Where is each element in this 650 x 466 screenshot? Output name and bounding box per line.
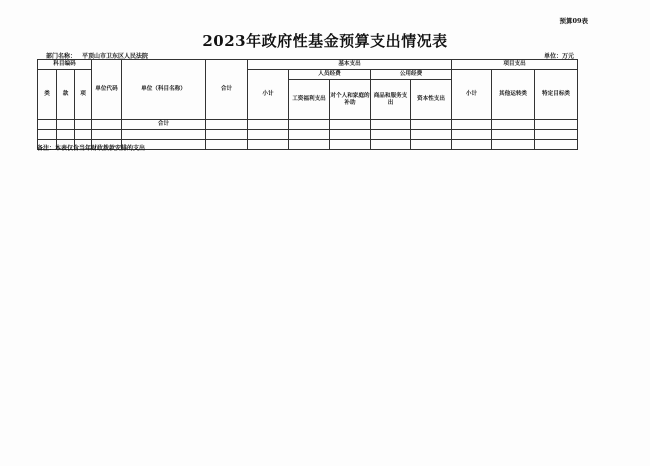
department-label: 部门名称： xyxy=(46,53,77,60)
table-cell xyxy=(411,130,452,140)
table-cell xyxy=(452,120,492,130)
table-cell xyxy=(206,140,248,150)
header-goods-services: 商品和服务支出 xyxy=(371,80,411,120)
table-cell xyxy=(248,130,289,140)
header-public: 公用经费 xyxy=(371,70,452,80)
table-cell xyxy=(38,130,57,140)
header-project-subtotal: 小计 xyxy=(452,70,492,120)
table-cell xyxy=(330,120,371,130)
table-cell xyxy=(371,130,411,140)
table-cell xyxy=(330,130,371,140)
form-number: 预算09表 xyxy=(559,17,588,25)
table-cell xyxy=(289,120,330,130)
footnote: 备注：本表仅含当年财政拨款安排的支出 xyxy=(37,145,146,152)
table-cell xyxy=(75,130,92,140)
table-cell xyxy=(411,120,452,130)
header-personnel: 人员经费 xyxy=(289,70,371,80)
header-specific-target: 特定目标类 xyxy=(535,70,578,120)
table-cell xyxy=(411,140,452,150)
table-cell xyxy=(289,130,330,140)
table-cell xyxy=(452,140,492,150)
table-cell xyxy=(57,130,75,140)
table-cell xyxy=(330,140,371,150)
table-cell xyxy=(535,120,578,130)
table-cell xyxy=(535,140,578,150)
table-cell xyxy=(492,120,535,130)
header-kuan: 款 xyxy=(57,70,75,120)
table-cell xyxy=(492,130,535,140)
table-cell xyxy=(371,140,411,150)
header-total: 合计 xyxy=(206,60,248,120)
total-row-label: 合计 xyxy=(122,120,206,130)
header-basic-expenditure: 基本支出 xyxy=(248,60,452,70)
table-cell xyxy=(122,130,206,140)
header-unit-code: 单位代码 xyxy=(92,60,122,120)
table-cell xyxy=(92,120,122,130)
header-unit-name: 单位（科目名称） xyxy=(122,60,206,120)
table-row xyxy=(38,130,578,140)
table-cell xyxy=(206,120,248,130)
table-cell xyxy=(248,120,289,130)
header-lei: 类 xyxy=(38,70,57,120)
header-wages: 工资福利支出 xyxy=(289,80,330,120)
unit-label: 单位：万元 xyxy=(543,53,574,60)
table-cell xyxy=(492,140,535,150)
header-other-transfer: 其他运转类 xyxy=(492,70,535,120)
table-cell xyxy=(92,130,122,140)
table-cell xyxy=(535,130,578,140)
table-row-total xyxy=(38,120,578,130)
header-subject-code: 科目编码 xyxy=(38,60,92,70)
table-cell xyxy=(38,120,57,130)
header-xiang: 项 xyxy=(75,70,92,120)
header-capital: 资本性支出 xyxy=(411,80,452,120)
header-basic-subtotal: 小计 xyxy=(248,70,289,120)
table-cell xyxy=(206,130,248,140)
page-title: 2023年政府性基金预算支出情况表 xyxy=(202,32,448,50)
table-cell xyxy=(452,130,492,140)
header-project-expenditure: 项目支出 xyxy=(452,60,578,70)
department-name: 平顶山市卫东区人民法院 xyxy=(82,53,149,60)
table-cell xyxy=(57,120,75,130)
header-individual-subsidy: 对个人和家庭的补助 xyxy=(330,80,371,120)
table-cell xyxy=(75,120,92,130)
table-cell xyxy=(248,140,289,150)
table-cell xyxy=(289,140,330,150)
budget-table xyxy=(37,59,578,150)
table-cell xyxy=(371,120,411,130)
